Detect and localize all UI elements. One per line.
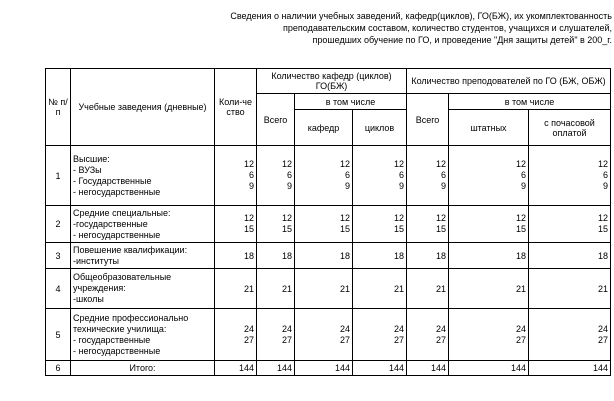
cell-dept: 18: [295, 243, 353, 269]
cell-count: 18: [215, 243, 257, 269]
label-line: - негосударственные: [73, 229, 161, 240]
cell-staff: 12 15: [449, 206, 529, 243]
cell-teach-total: 21: [407, 269, 449, 309]
label-line: - негосударственные: [73, 186, 161, 197]
label-line: Средние профессионально: [73, 312, 189, 323]
row-label: [71, 309, 215, 361]
header-dept-incl: в том числе: [295, 94, 407, 110]
title-line: прошедших обучение по ГО, и проведение "Дня защиты детей" в 200_г.: [312, 35, 612, 45]
row-label: [71, 269, 215, 309]
cell-count: 12 6 9: [215, 146, 257, 206]
label-line: Общеобразовательные: [73, 272, 172, 282]
row-label: [71, 243, 215, 269]
header-staff: штатных: [449, 110, 529, 146]
total-count: 144: [215, 361, 257, 376]
cell-count: 12 15: [215, 206, 257, 243]
header-cycles: циклов: [353, 110, 407, 146]
header-teach-total: Всего: [407, 94, 449, 146]
title-line: преподавательским составом, количество студентов, учащихся и слушателей,: [283, 23, 612, 33]
row-index: 4: [46, 269, 71, 309]
header-hourly: с почасовой оплатой: [529, 110, 611, 146]
header-count: Коли-чество: [215, 69, 257, 146]
header-departments-group: Количество кафедр (циклов) ГО(БЖ): [257, 69, 407, 94]
cell-staff: 12 6 9: [449, 146, 529, 206]
cell-dept: 24 27: [295, 309, 353, 361]
cell-hourly: 18: [529, 243, 611, 269]
label-line: -школы: [73, 294, 104, 304]
cell-dept-total: 24 27: [257, 309, 295, 361]
cell-hourly: 21: [529, 269, 611, 309]
total-cycles: 144: [353, 361, 407, 376]
label-line: - негосударственные: [73, 345, 161, 356]
label-line: Средние специальные:: [73, 207, 171, 218]
total-teach-total: 144: [407, 361, 449, 376]
label-line: технические училища:: [73, 323, 167, 334]
cell-staff: 21: [449, 269, 529, 309]
row-index: 5: [46, 309, 71, 361]
cell-hourly: 24 27: [529, 309, 611, 361]
cell-cycles: 24 27: [353, 309, 407, 361]
report-table: [45, 68, 611, 376]
cell-cycles: 21: [353, 269, 407, 309]
header-institutions: Учебные заведения (дневные): [71, 69, 215, 146]
total-hourly: 144: [529, 361, 611, 376]
row-index: 1: [46, 146, 71, 206]
row-index: 2: [46, 206, 71, 243]
cell-count: 24 27: [215, 309, 257, 361]
table-row: [46, 309, 611, 361]
total-row: [46, 361, 611, 376]
cell-count: 21: [215, 269, 257, 309]
label-line: - ВУЗы: [73, 164, 102, 175]
cell-staff: 24 27: [449, 309, 529, 361]
cell-dept: 12 6 9: [295, 146, 353, 206]
cell-dept-total: 18: [257, 243, 295, 269]
total-label: Итого:: [71, 361, 215, 376]
label-line: -государственные: [73, 218, 148, 229]
cell-teach-total: 12 15: [407, 206, 449, 243]
report-title: [150, 10, 612, 46]
label-line: учреждения:: [73, 283, 126, 293]
label-line: - Государственные: [73, 175, 152, 186]
total-dept-total: 144: [257, 361, 295, 376]
cell-teach-total: 12 6 9: [407, 146, 449, 206]
cell-dept-total: 12 6 9: [257, 146, 295, 206]
total-staff: 144: [449, 361, 529, 376]
row-index: 6: [46, 361, 71, 376]
cell-dept-total: 12 15: [257, 206, 295, 243]
header-dept: кафедр: [295, 110, 353, 146]
table-row: [46, 243, 611, 269]
row-index: 3: [46, 243, 71, 269]
cell-dept: 12 15: [295, 206, 353, 243]
header-num: № п/п: [46, 69, 71, 146]
label-line: Высшие:: [73, 153, 110, 164]
cell-teach-total: 24 27: [407, 309, 449, 361]
row-label: [71, 146, 215, 206]
table-row: [46, 146, 611, 206]
cell-teach-total: 18: [407, 243, 449, 269]
cell-hourly: 12 15: [529, 206, 611, 243]
cell-cycles: 12 6 9: [353, 146, 407, 206]
table-row: [46, 206, 611, 243]
cell-cycles: 18: [353, 243, 407, 269]
row-label: [71, 206, 215, 243]
table-row: [46, 269, 611, 309]
label-line: - государственные: [73, 334, 151, 345]
header-teach-incl: в том числе: [449, 94, 611, 110]
title-line: Сведения о наличии учебных заведений, кафедр(циклов), ГО(БЖ), их укомплектованность: [230, 11, 612, 21]
label-line: Повешение квалификации:: [73, 244, 188, 255]
label-line: -институты: [73, 255, 119, 266]
cell-dept: 21: [295, 269, 353, 309]
cell-dept-total: 21: [257, 269, 295, 309]
cell-cycles: 12 15: [353, 206, 407, 243]
header-dept-total: Всего: [257, 94, 295, 146]
total-dept: 144: [295, 361, 353, 376]
cell-staff: 18: [449, 243, 529, 269]
header-teachers-group: Количество преподователей по ГО (БЖ, ОБЖ): [407, 69, 611, 94]
cell-hourly: 12 6 9: [529, 146, 611, 206]
